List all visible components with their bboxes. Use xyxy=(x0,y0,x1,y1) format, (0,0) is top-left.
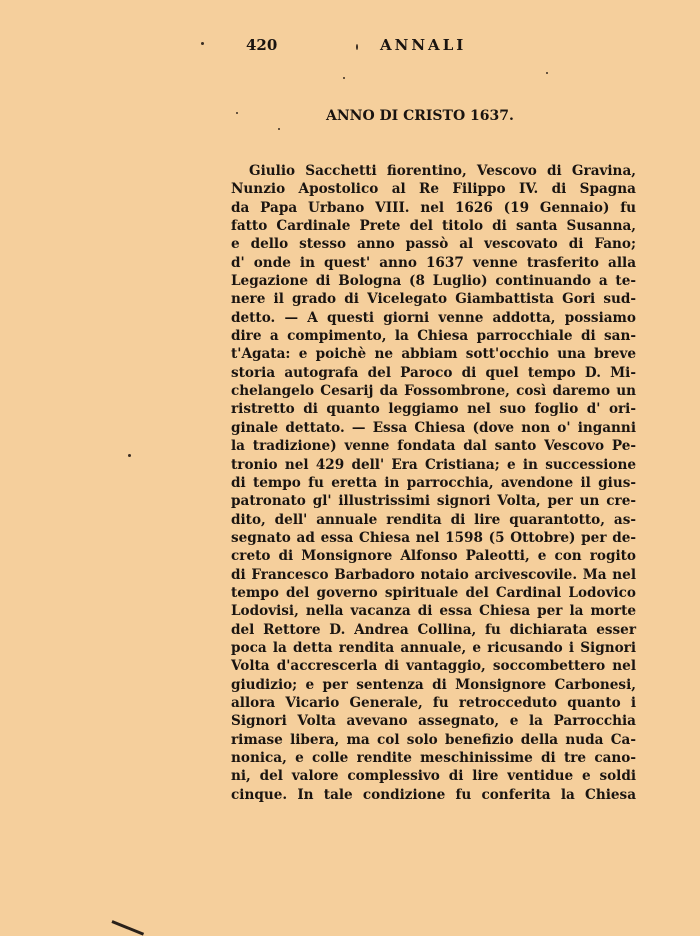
running-head xyxy=(246,36,486,58)
text-line: da Papa Urbano VIII. nel 1626 (19 Gennaio) fu xyxy=(231,199,636,216)
text-line: cinque. In tale condizione fu conferita la Chiesa xyxy=(231,786,636,803)
print-speck xyxy=(343,77,345,79)
text-line: di tempo fu eretta in parrocchia, avendone il gius- xyxy=(231,474,636,491)
text-line: Legazione di Bologna (8 Luglio) continuando a te- xyxy=(231,273,636,290)
text-line: Lodovisi, nella vacanza di essa Chiesa per la morte xyxy=(231,603,636,620)
text-line: segnato ad essa Chiesa nel 1598 (5 Ottobre) per de- xyxy=(231,529,636,546)
print-speck xyxy=(236,112,238,114)
body-text xyxy=(231,162,636,804)
text-line: ginale dettato. — Essa Chiesa (dove non o' inganni xyxy=(231,419,636,436)
text-line: e dello stesso anno passò al vescovato di Fano; xyxy=(231,236,636,253)
text-line: dire a compimento, la Chiesa parrocchiale di san- xyxy=(231,328,636,345)
print-speck xyxy=(201,42,204,45)
year-heading: ANNO DI CRISTO 1637. xyxy=(326,108,514,124)
text-line: chelangelo Cesarij da Fossombrone, così daremo un xyxy=(231,383,636,400)
text-line: Giulio Sacchetti fiorentino, Vescovo di Gravina, xyxy=(249,163,636,179)
text-line: la tradizione) venne fondata dal santo Vescovo Pe- xyxy=(231,438,636,455)
text-line: giudizio; e per sentenza di Monsignore Carbonesi, xyxy=(231,676,636,693)
text-line: Signori Volta avevano assegnato, e la Parrocchia xyxy=(231,713,636,730)
text-line: d' onde in quest' anno 1637 venne trasferito alla xyxy=(231,254,636,271)
text-line: patronato gl' illustrissimi signori Volta, per un cre- xyxy=(231,493,636,510)
text-line: allora Vicario Generale, fu retrocceduto quanto i xyxy=(231,694,636,711)
text-line: tronio nel 429 dell' Era Cristiana; e in successione xyxy=(231,456,636,473)
corner-mark xyxy=(111,920,144,936)
text-line: creto di Monsignore Alfonso Paleotti, e con rogito xyxy=(231,548,636,565)
text-line: detto. — A questi giorni venne addotta, possiamo xyxy=(231,309,636,326)
text-line: rimase libera, ma col solo benefizio della nuda Ca- xyxy=(231,731,636,748)
text-line: storia autografa del Paroco di quel tempo D. Mi- xyxy=(231,364,636,381)
text-line: Nunzio Apostolico al Re Filippo IV. di Spagna xyxy=(231,181,636,198)
print-speck xyxy=(546,72,548,74)
print-speck xyxy=(356,44,358,50)
text-line: di Francesco Barbadoro notaio arcivescovile. Ma nel xyxy=(231,566,636,583)
text-line: poca la detta rendita annuale, e ricusando i Signori xyxy=(231,639,636,656)
text-line: fatto Cardinale Prete del titolo di santa Susanna, xyxy=(231,218,636,235)
text-line: del Rettore D. Andrea Collina, fu dichiarata esser xyxy=(231,621,636,638)
text-line: dito, dell' annuale rendita di lire quarantotto, as- xyxy=(231,511,636,528)
print-speck xyxy=(128,454,131,457)
text-line: ni, del valore complessivo di lire ventidue e soldi xyxy=(231,768,636,785)
text-line: t'Agata: e poichè ne abbiam sott'occhio una breve xyxy=(231,346,636,363)
text-line: nere il grado di Vicelegato Giambattista Gori sud- xyxy=(231,291,636,308)
text-line: ristretto di quanto leggiamo nel suo foglio d' ori- xyxy=(231,401,636,418)
print-speck xyxy=(278,128,280,130)
text-line: tempo del governo spirituale del Cardinal Lodovico xyxy=(231,584,636,601)
running-title: ANNALI xyxy=(380,36,467,54)
text-line: Volta d'accrescerla di vantaggio, soccombettero nel xyxy=(231,658,636,675)
text-line: nonica, e colle rendite meschinissime di tre cano- xyxy=(231,750,636,766)
page-number: 420 xyxy=(246,36,278,54)
